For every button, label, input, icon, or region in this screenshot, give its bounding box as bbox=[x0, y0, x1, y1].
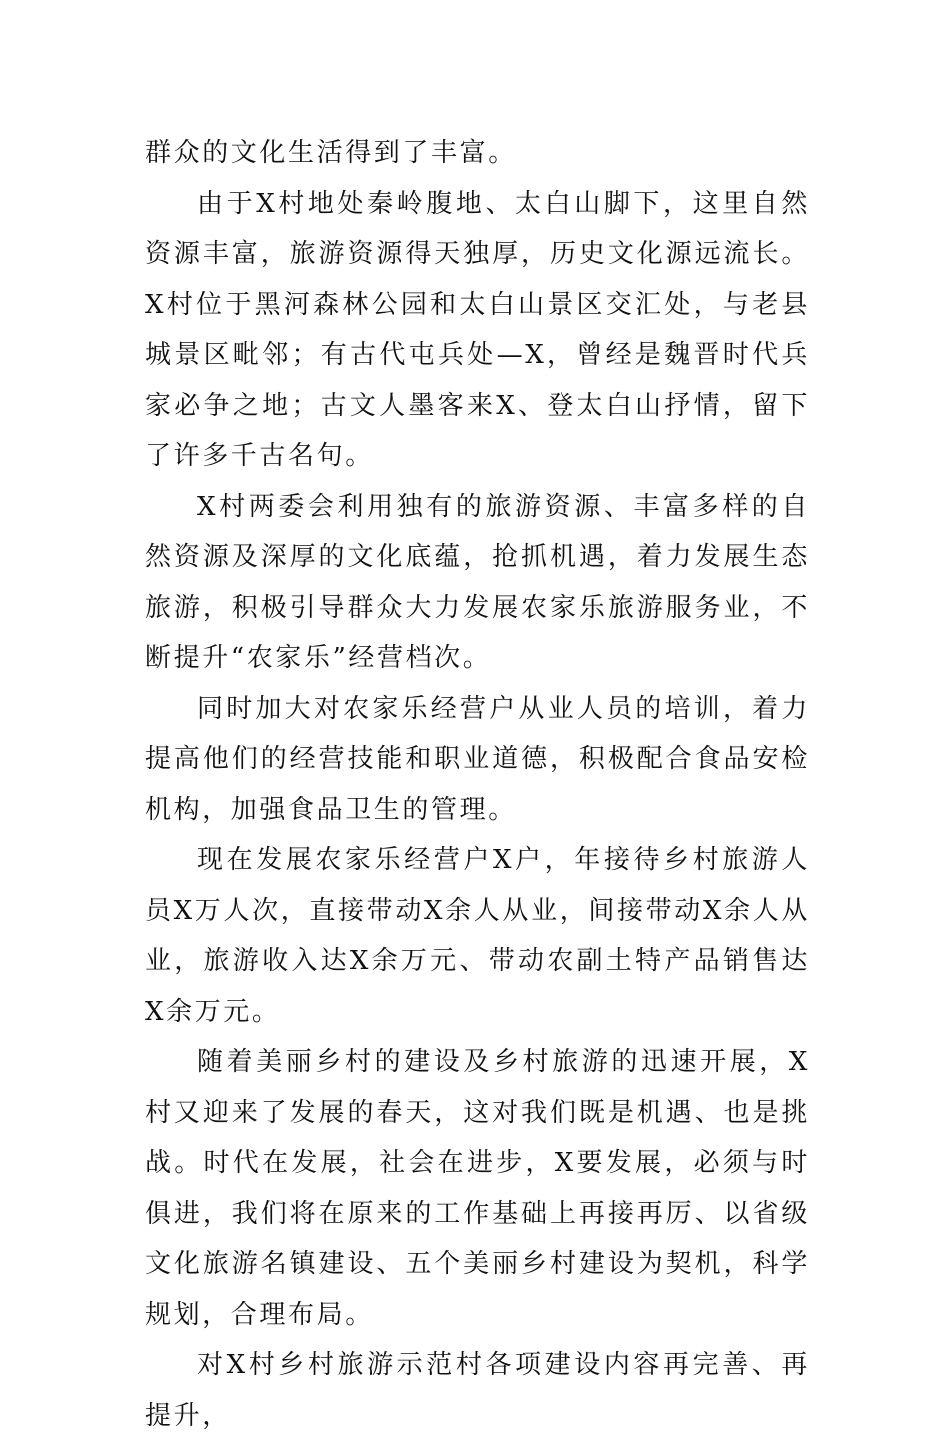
paragraph-3: X村两委会利用独有的旅游资源、丰富多样的自然资源及深厚的文化底蕴，抢抓机遇，着力发展生态旅游，积极引导群众大力发展农家乐旅游服务业，不断提升“农家乐”经营档次。 bbox=[145, 491, 810, 673]
document-body bbox=[145, 128, 810, 1441]
paragraph-6: 随着美丽乡村的建设及乡村旅游的迅速开展，X村又迎来了发展的春天，这对我们既是机遇、也是挑战。时代在发展，社会在进步，X要发展，必须与时俱进，我们将在原来的工作基础上再接再厉、以省级文化旅游名镇建设、五个美丽乡村建设为契机，科学规划，合理布局。 bbox=[145, 1047, 810, 1330]
paragraph-7: 对X村乡村旅游示范村各项建设内容再完善、再提升， bbox=[145, 1350, 810, 1431]
paragraph-1: 群众的文化生活得到了丰富。 bbox=[145, 138, 517, 168]
paragraph-4: 同时加大对农家乐经营户从业人员的培训，着力提高他们的经营技能和职业道德，积极配合食品安检机构，加强食品卫生的管理。 bbox=[145, 693, 810, 825]
paragraph-5: 现在发展农家乐经营户X户，年接待乡村旅游人员X万人次，直接带动X余人从业，间接带动X余人从业，旅游收入达X余万元、带动农副土特产品销售达X余万元。 bbox=[145, 845, 810, 1027]
paragraph-2: 由于X村地处秦岭腹地、太白山脚下，这里自然资源丰富，旅游资源得天独厚，历史文化源远流长。X村位于黑河森林公园和太白山景区交汇处，与老县城景区毗邻；有古代屯兵处—X，曾经是魏晋时代兵家必争之地；古文人墨客来X、登太白山抒情，留下了许多千古名句。 bbox=[145, 188, 810, 471]
